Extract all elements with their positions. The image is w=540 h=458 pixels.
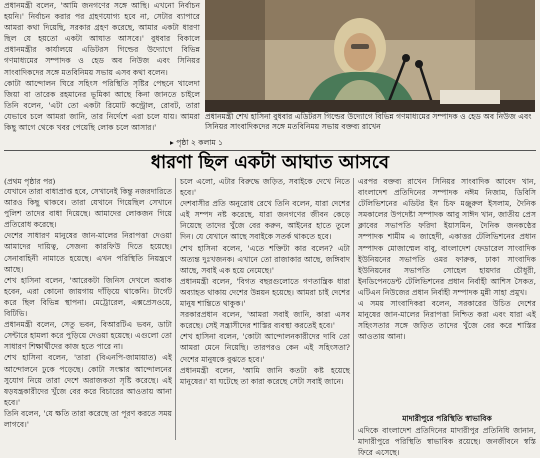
top-story-text: প্রধানমন্ত্রী বলেন, 'আমি জনগণের সঙ্গে আছি। এখনো নির্বাচন হয়নি।' নির্বাচন করার পর গ্রহণযোগ্য হবে না, সেটার ব্যাপারে আমরা কথা দিয়েছি, সরকার গ্রহণ করেছে, আমার একটা ধারণা ছিল যে হয়তো একটা আঘাত আসবে।' বুধবার বিকালে প্রধানমন্ত্রীর কার্যালয়ে এডিটরস গিল্ডের উদ্যোগে বিভিন্ন গণমাধ্যমের সম্পাদক ও হেড অব নিউজ এবং সিনিয়র সাংবাদিকদের সঙ্গে মতবিনিময় সভায় এসব কথা বলেন। কোটা আন্দোলন ঘিরে সহিংস পরিস্থিতি সৃষ্টির পেছনে খালেদা জিয়া বা তারেক রহমানের ভূমিকা আছে কিনা জানতে চাইলে তিনি বলেন, 'এটা তো একটা রিমোট কন্ট্রোল, রোবট, তারা যেভাবে চলে আমরা জানি, তার নির্দেশে এরা চলে যায়। আমরা কিছু আগে থেকে খবর পেয়েছি লোক চলে আসার।' bbox=[4, 1, 200, 133]
body-column-3: এরপর বক্তব্য রাখেন সিনিয়র সাংবাদিক আবেদ খান, বাংলাদেশ প্রতিদিনের সম্পাদক নঈম নিজাম, ডিবিসি টেলিভিশনের এডিটর ইন চিফ মঞ্জুরুল ইসলাম, দৈনিক সমকালের উপদেষ্টা সম্পাদক আবু সাঈদ খান, জাতীয় প্রেস ক্লাবের সভাপতি ফরিদা ইয়াসমিন, দৈনিক জনকণ্ঠের সম্পাদক শামীম এ জাহেদী, একাত্তর টেলিভিশনের প্রধান সম্পাদক মোজাম্মেল বাবু, বাংলাদেশ ফেডারেল সাংবাদিক ইউনিয়নের সভাপতি ওমর ফারুক, ঢাকা সাংবাদিক ইউনিয়নের সভাপতি সোহেল হায়দার চৌধুরী, ইনডিপেনডেন্ট টেলিভিশনের প্রধান নির্বাহী আশিস সৈকত, এটিএন নিউজের প্রধান নির্বাহী সম্পাদক মুন্নী সাহা প্রমুখ। এ সময় সাংবাদিকরা বলেন, সরকারের উচিত দেশের মানুষের জান-মালের নিরাপত্তা নিশ্চিত করা এবং যারা এই সহিংসতার সঙ্গে জড়িত তাদের খুঁজে বের করে শাস্তির আওতায় আনা। bbox=[358, 177, 536, 342]
continuation-marker bbox=[170, 137, 224, 148]
column-divider bbox=[353, 178, 354, 440]
news-photo bbox=[205, 0, 535, 112]
column-divider bbox=[175, 178, 176, 440]
pm-photo-illustration bbox=[205, 0, 535, 112]
continued-from-label: (প্রথম পৃষ্ঠার পর) bbox=[4, 177, 56, 186]
photo-caption: প্রধানমন্ত্রী শেখ হাসিনা বুধবার এডিটরস গিল্ডের উদ্যোগে বিভিন্ন গণমাধ্যমের সম্পাদক ও হেড অব নিউজ এবং সিনিয়র সাংবাদিকদের সঙ্গে মতবিনিময় সভায় বক্তব্য রাখেন bbox=[205, 112, 532, 132]
arrow-icon: ▸ bbox=[170, 138, 174, 147]
sub-story-text: এদিকে বাংলাদেশ প্রতিদিনের মাদারীপুর প্রতিনিধি জানান, মাদারীপুরে পরিস্থিতি স্বাভাবিক রয়েছে। জনজীবনে স্বস্তি ফিরে এসেছে। bbox=[358, 426, 536, 458]
continuation-marker-label: পৃষ্ঠা ২ কলাম ১ bbox=[176, 138, 224, 147]
sub-headline: মাদারীপুরে পরিস্থিতি স্বাভাবিক bbox=[402, 414, 492, 423]
headline: ধারণা ছিল একটা আঘাত আসবে bbox=[150, 152, 390, 173]
body-column-1: যেখানে তারা বাধাপ্রাপ্ত হবে, সেখানেই কিন্তু নজরদারিতে আরও কিছু থাকবে। তারা যেখানে গিয়েছিল সেখানে পুলিশ তাদের বাধা দিয়েছে। আমাদের লোকজন গিয়ে প্রতিরোধ করেছে। দেশের সাধারণ মানুষের জান-মালের নিরাপত্তা দেওয়া আমাদের দায়িত্ব, সেজন্য কারফিউ দিতে হয়েছে। সেনাবাহিনী নামাতে হয়েছে। এখন পরিস্থিতি নিয়ন্ত্রণে আছে। শেখ হাসিনা বলেন, 'আরেকটা জিনিস দেখলে অবাক হবেন, এরা কোনো জায়গায় দাঁড়িয়ে থাকেনি। টার্গেট করে ছিল বিভিন্ন স্থাপনা। মেট্রোরেল, এক্সপ্রেসওয়ে, বিটিভি। প্রধানমন্ত্রী বলেন, সেতু ভবন, বিআরটিএ ভবন, ডাটা সেন্টারে হামলা করে পুড়িয়ে দেওয়া হয়েছে। এগুলো তো সাধারণ শিক্ষার্থীদের কাজ হতে পারে না। শেখ হাসিনা বলেন, 'তারা (বিএনপি-জামায়াত) এই আন্দোলনে ঢুকে পড়েছে। কোটা সংস্কার আন্দোলনের সুযোগ নিয়ে তারা দেশে অরাজকতা সৃষ্টি করেছে। এই ষড়যন্ত্রকারীদের খুঁজে বের করে বিচারের আওতায় আনা হবে।' তিনি বলেন, 'যে ক্ষতি তারা করেছে তা পূরণ করতে সময় লাগবে।' bbox=[4, 187, 173, 429]
body-column-2: চলে এলো, এটার বিরুদ্ধে জড়িত, সবাইকে দেখে নিতে হবে।' দেশবাসীর প্রতি অনুরোধ রেখে তিনি বলেন, যারা দেশের এই সম্পদ নষ্ট করেছে, যারা জনগণের জীবন কেড়ে নিয়েছে তাদের খুঁজে বের করুন, আইনের হাতে তুলে দিন। যে যেখানে আছে সবাইকে সতর্ক থাকতে হবে। শেখ হাসিনা বলেন, 'এতে শক্তিটা কার বলেন? এটা অত্যন্ত দুঃখজনক। এখানে তো রাজাকার আছে, জঙ্গিবাদ আছে, সবাই এক হয়ে নেমেছে।' প্রধানমন্ত্রী বলেন, 'বিগত বছরগুলোতে গণতান্ত্রিক ধারা অব্যাহত থাকায় দেশের উন্নয়ন হয়েছে। আমরা চাই দেশের মানুষ শান্তিতে থাকুক।' সরকারপ্রধান বলেন, 'আমরা সবাই জানি, কারা এসব করেছে। সেই সন্ত্রাসীদের শাস্তির ব্যবস্থা করতেই হবে।' শেখ হাসিনা বলেন, 'কোটা আন্দোলনকারীদের দাবি তো আমরা মেনে নিয়েছি। তারপরও কেন এই সহিংসতা? দেশের মানুষকে বুঝতে হবে।' প্রধানমন্ত্রী বলেন, 'আমি জানি কতটা কষ্ট হয়েছে মানুষের।' যা ঘটেছে তা কারা করেছে সেটা সবাই জানে। bbox=[180, 177, 350, 386]
